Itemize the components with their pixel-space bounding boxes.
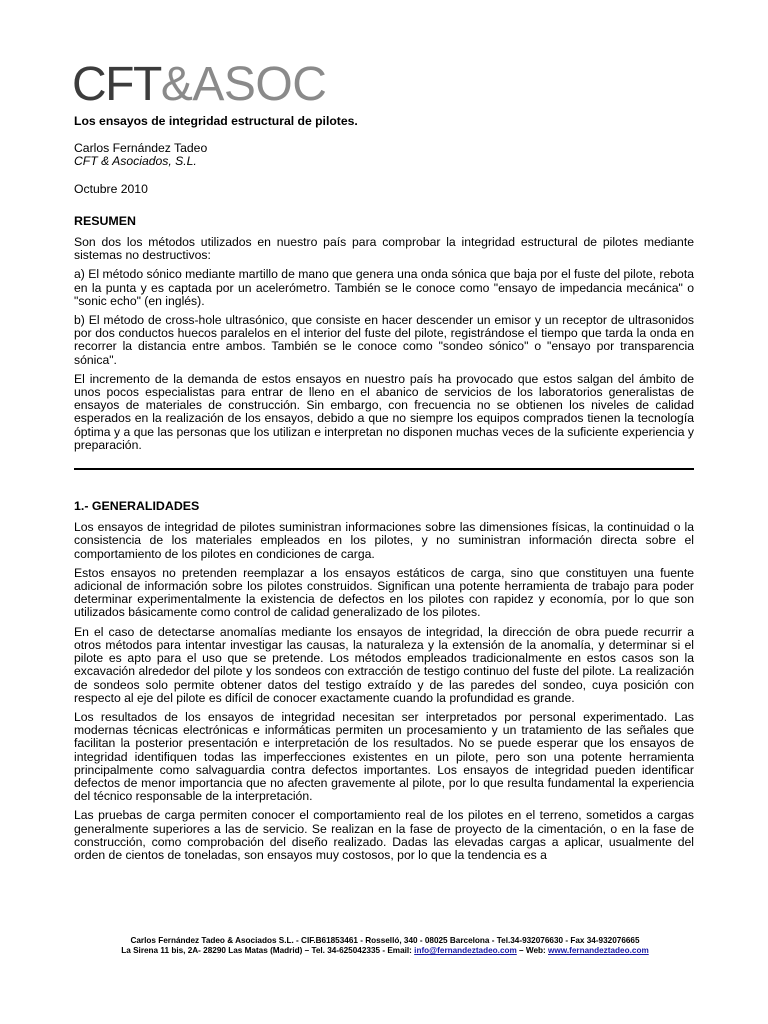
footer-line-address: Carlos Fernández Tadeo & Asociados S.L. - CIF.B61853461 - Rosselló, 340 - 08025 Barcelona - Tel.34-932076630 - Fax 34-932076665 — [130, 936, 640, 945]
section-1-paragraph: Los ensayos de integridad de pilotes suministran informaciones sobre las dimensiones físicas, la continuidad o la consistencia de los materiales empleados en los pilotes, y no suministran información directa sobre el comportamiento de los pilotes en condiciones de carga. — [74, 520, 694, 561]
footer-email-link[interactable]: info@fernandeztadeo.com — [414, 946, 517, 955]
section-1-paragraph: Estos ensayos no pretenden reemplazar a los ensayos estáticos de carga, sino que constituyen una fuente adicional de información sobre los pilotes construidos. Significan una potente herramienta de trabajo para poder determinar experimentalmente la existencia de defectos en los pilotes con rapidez y economía, por lo que son utilizados básicamente como control de calidad generalizado de los pilotes. — [74, 565, 694, 620]
author-name: Carlos Fernández Tadeo — [74, 141, 208, 156]
logo-part-cft: CFT — [72, 58, 161, 111]
resumen-paragraph: Son dos los métodos utilizados en nuestro país para comprobar la integridad estructural de pilotes mediante sistemas no destructivos: — [74, 235, 694, 263]
page-footer — [80, 936, 690, 956]
logo-part-asoc: &ASOC — [160, 58, 327, 111]
document-title: Los ensayos de integridad estructural de pilotes. — [74, 114, 358, 128]
footer-contact-text: La Sirena 11 bis, 2A- 28290 Las Matas (Madrid) – Tel. 34-625042335 - Email: — [121, 946, 415, 955]
section-1-paragraph: En el caso de detectarse anomalías mediante los ensayos de integridad, la dirección de obra puede recurrir a otros métodos para intentar investigar las causas, la naturaleza y la extensión de la anomalía, y determinar si el pilote es apto para el uso que se pretende. Los métodos empleados tradicionalmente en estos casos son la excavación alrededor del pilote y los sondeos con extracción de testigo continuo del fuste del pilote. La realización de sondeos solo permite obtener datos del testigo extraído y de las paredes del sondeo, cuya posición con respecto al eje del pilote es difícil de conocer exactamente cuando la profundidad es grande. — [74, 624, 694, 705]
footer-web-label: – Web: — [516, 946, 549, 955]
company-logo — [72, 58, 332, 111]
document-body — [74, 115, 694, 868]
footer-web-link[interactable]: www.fernandeztadeo.com — [548, 946, 649, 955]
section-1-paragraph: Los resultados de los ensayos de integridad necesitan ser interpretados por personal experimentado. Las modernas técnicas electrónicas e informáticas permiten un procesamiento y un tratamiento de las señales que facilitan la posterior presentación e interpretación de los resultados. No se puede esperar que los ensayos de integridad identifiquen todas las imperfecciones existentes en un pilote, pero son una potente herramienta principalmente como salvaguardia contra defectos importantes. Los ensayos de integridad pueden identificar defectos de menor importancia que no afecten gravemente al pilote, por lo que resulta fundamental la experiencia del técnico responsable de la interpretación. — [74, 709, 694, 804]
resumen-paragraph: El incremento de la demanda de estos ensayos en nuestro país ha provocado que estos salgan del ámbito de unos pocos especialistas para entrar de lleno en el abanico de servicios de los laboratorios generalistas de ensayos de materiales de construcción. Sin embargo, con frecuencia no se obtienen los niveles de calidad esperados en la realización de los ensayos, debido a que no siempre los equipos comprados tienen la tecnología óptima y a que las personas que los utilizan e interpretan no disponen muchas veces de la suficiente experiencia y preparación. — [74, 371, 694, 452]
resumen-paragraph: a) El método sónico mediante martillo de mano que genera una onda sónica que baja por el fuste del pilote, rebota en la punta y es captada por un acelerómetro. También se le conoce como "ensayo de impedancia mecánica" o "sonic echo" (en inglés). — [74, 267, 694, 308]
company-name: CFT & Asociados, S.L. — [74, 154, 197, 169]
resumen-paragraph: b) El método de cross-hole ultrasónico, que consiste en hacer descender un emisor y un receptor de ultrasonidos por dos conductos huecos paralelos en el interior del fuste del pilote, registrándose el tiempo que tarda la onda en recorrer la distancia entre ambos. También se le conoce como "sondeo sónico" o "ensayo por transparencia sónica". — [74, 313, 694, 367]
section-divider — [74, 468, 694, 470]
section-1-paragraph: Las pruebas de carga permiten conocer el comportamiento real de los pilotes en el terreno, sometidos a cargas generalmente superiores a las de servicio. Se realizan en la fase de proyecto de la cimentación, o en la fase de construcción, como comprobación del diseño realizado. Dadas las elevadas cargas a aplicar, usualmente del orden de cientos de toneladas, son ensayos muy costosos, por lo que la tendencia es a — [74, 808, 694, 862]
footer-line-contact — [80, 946, 690, 956]
resumen-heading: RESUMEN — [74, 213, 136, 228]
section-1-heading: 1.- GENERALIDADES — [74, 499, 200, 514]
document-date: Octubre 2010 — [74, 181, 148, 196]
